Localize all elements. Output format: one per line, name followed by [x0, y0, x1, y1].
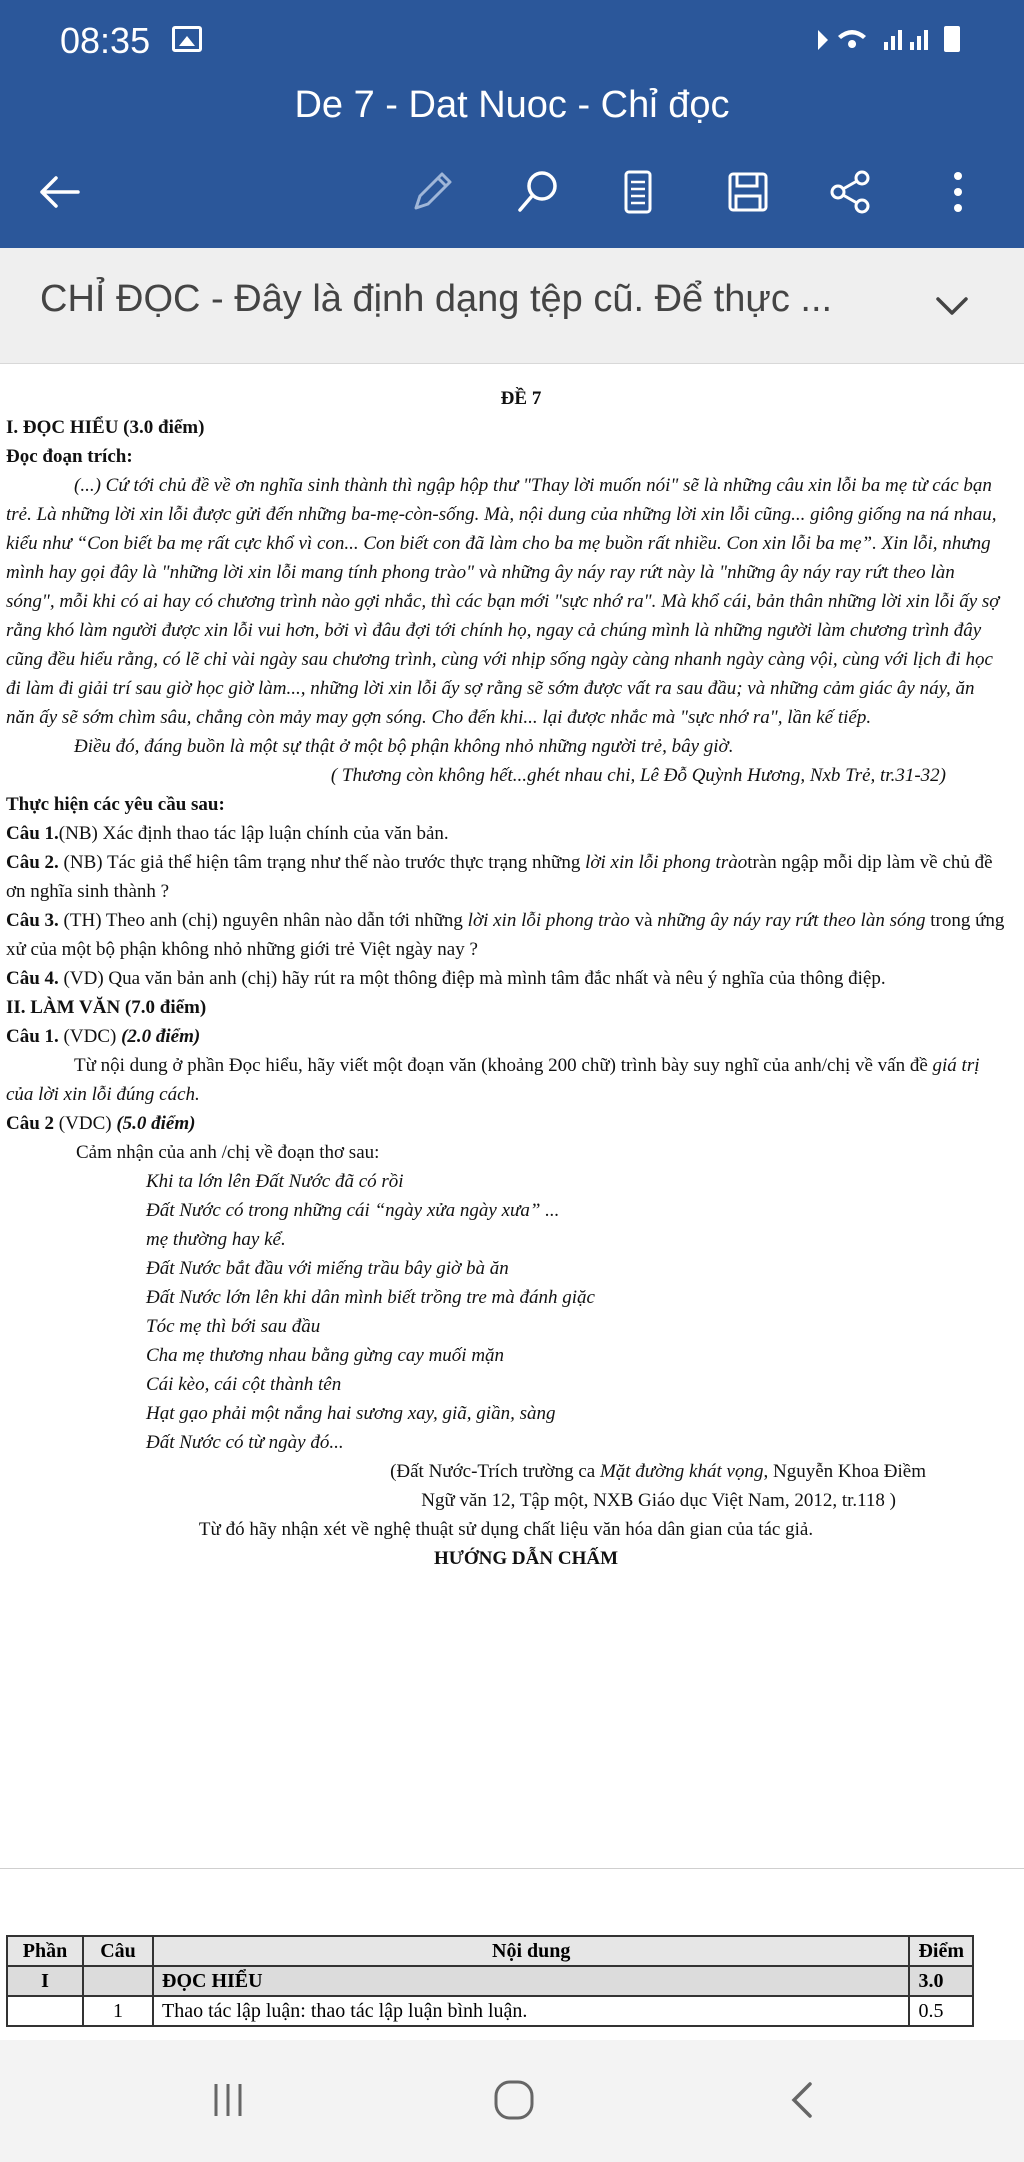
recent-apps-button[interactable]	[198, 2070, 258, 2130]
status-icons	[814, 20, 974, 63]
poem-line: Đất Nước lớn lên khi dân mình biết trồng tre mà đánh giặc	[146, 1287, 595, 1308]
pencil-icon	[406, 166, 458, 218]
system-nav-bar	[0, 2040, 1024, 2162]
save-button[interactable]	[716, 160, 780, 224]
status-time: 08:35	[60, 20, 151, 61]
poem-line: Đất Nước có trong những cái “ngày xửa ngày xưa” ...	[146, 1200, 560, 1221]
citation: ( Thương còn không hết...ghét nhau chi, Lê Đỗ Quỳnh Hương, Nxb Trẻ, tr.31-32)	[330, 765, 946, 786]
poem-line: Đất Nước bắt đầu với miếng trầu bây giờ bà ăn	[146, 1258, 509, 1279]
app-header	[0, 0, 1024, 248]
save-icon	[722, 166, 774, 218]
poem-source-line2: Ngữ văn 12, Tập một, NXB Giáo dục Việt Nam, 2012, tr.118 )	[421, 1490, 896, 1511]
table-cell: 0.5	[909, 1996, 973, 2026]
read-only-banner[interactable]	[0, 248, 1024, 364]
more-options-button[interactable]	[926, 160, 990, 224]
search-icon	[512, 166, 564, 218]
reading-view-button[interactable]	[606, 160, 670, 224]
arrow-left-icon	[32, 166, 84, 218]
section-reading-title: I. ĐỌC HIỂU (3.0 điểm)	[6, 417, 205, 438]
guide-title: HƯỚNG DẪN CHẤM	[434, 1548, 618, 1569]
passage: (...) Cứ tới chủ đề về ơn nghĩa sinh thành thì ngập hộp thư "Thay lời muốn nói" sẽ là những câu xin lỗi ba mẹ từ các bạn trẻ. Là những lời xin lỗi được gửi đến những ba-mẹ-còn-sống. Mà, nội dung của những lời xin lỗi cũng... giông giống na ná nhau, kiểu như “Con biết ba mẹ rất cực khổ vì con... Con biết con đã làm cho ba mẹ buồn rất nhiều. Con xin lỗi ba mẹ”. Xin lỗi, nhưng mình hay gọi đây là "những lời xin lỗi mang tính phong trào" và những ây náy ray rứt này là "những ây náy ray rứt theo làn sóng", mỗi khi có ai hay có chương trình nào gợi nhắc, thì các bạn mới "sực nhớ ra". Mà khổ cái, bản thân những lời xin lỗi ấy sợ rằng khó làm người được xin lỗi vui hơn, bởi vì đâu đợi tới chính họ, ngay cả chúng mình là những người làm chương trình đây cũng đều hiểu rằng, có lẽ chỉ vài ngày sau chương trình, cùng với nhịp sống ngày càng nhanh ngày càng vội, cùng với lịch đi học đi làm đi giải trí sau giờ học giờ làm..., những lời xin lỗi ấy sợ rằng sẽ sớm được vất ra sau đầu; và những cảm giác ây náy, ăn năn ấy sẽ sớm chìm sâu, chẳng còn mảy may gợn sóng. Cho đến khi... lại được nhắc mà "sực nhớ ra", lần kế tiếp.	[6, 475, 1000, 728]
poem-line: Tóc mẹ thì bới sau đầu	[146, 1316, 321, 1337]
writing-question-2: Câu 2 (VDC) (5.0 điểm)	[6, 1113, 196, 1134]
question-3: Câu 3. (TH) Theo anh (chị) nguyên nhân nào dẫn tới những lời xin lỗi phong trào và những ây náy ray rứt theo làn sóng trong ứng xử của một bộ phận không nhỏ những giới trẻ Việt ngày nay ?	[6, 910, 1005, 960]
share-icon	[824, 166, 876, 218]
chevron-down-icon[interactable]	[930, 284, 974, 328]
writing-question-2-prompt: Cảm nhận của anh /chị về đoạn thơ sau:	[76, 1142, 380, 1163]
poem-line: Cha mẹ thương nhau bằng gừng cay muối mặn	[146, 1345, 505, 1366]
col-header: Nội dung	[153, 1936, 909, 1966]
edit-button[interactable]	[400, 160, 464, 224]
final-task: Từ đó hãy nhận xét về nghệ thuật sử dụng chất liệu văn hóa dân gian của tác giả.	[198, 1519, 814, 1540]
table-header-row	[7, 1936, 973, 1966]
col-header: Câu	[83, 1936, 153, 1966]
col-header: Điểm	[909, 1936, 973, 1966]
writing-question-1-text: Từ nội dung ở phần Đọc hiểu, hãy viết một đoạn văn (khoảng 200 chữ) trình bày suy nghĩ của anh/chị về vấn đề giá trị của lời xin lỗi đúng cách.	[6, 1055, 980, 1105]
banner-message: CHỈ ĐỌC - Đây là định dạng tệp cũ. Để thực ...	[40, 278, 833, 320]
document-page-2[interactable]	[0, 1868, 1024, 2040]
table-cell: ĐỌC HIỂU	[153, 1966, 909, 1996]
question-1: Câu 1.(NB) Xác định thao tác lập luận chính của văn bản.	[6, 823, 449, 844]
table-cell	[7, 1996, 83, 2026]
document-view-icon	[612, 166, 664, 218]
chevron-left-icon	[780, 2078, 824, 2122]
document-title: De 7 - Dat Nuoc - Chỉ đọc	[294, 84, 730, 126]
poem-line: mẹ thường hay kể.	[146, 1229, 286, 1250]
question-4: Câu 4. (VD) Qua văn bản anh (chị) hãy rút ra một thông điệp mà mình tâm đắc nhất và nêu ý nghĩa của thông điệp.	[6, 968, 886, 989]
share-button[interactable]	[818, 160, 882, 224]
col-header: Phần	[7, 1936, 83, 1966]
recents-icon	[206, 2078, 250, 2122]
tasks-label: Thực hiện các yêu cầu sau:	[6, 794, 225, 815]
document-page[interactable]	[0, 364, 1024, 1868]
home-button[interactable]	[484, 2070, 544, 2130]
poem	[146, 1167, 1006, 1457]
passage-end: Điều đó, đáng buồn là một sự thật ở một bộ phận không nhỏ những người trẻ, bây giờ.	[74, 736, 734, 757]
back-button[interactable]	[26, 160, 90, 224]
more-vert-icon	[932, 166, 984, 218]
poem-line: Khi ta lớn lên Đất Nước đã có rồi	[146, 1171, 404, 1192]
question-2: Câu 2. (NB) Tác giả thể hiện tâm trạng như thế nào trước thực trạng những lời xin lỗi phong tràotràn ngập mỗi dịp làm về chủ đề ơn nghĩa sinh thành ?	[6, 852, 993, 902]
back-nav-button[interactable]	[772, 2070, 832, 2130]
image-notification-icon	[172, 26, 202, 52]
table-cell: 1	[83, 1996, 153, 2026]
poem-source: (Đất Nước-Trích trường ca Mặt đường khát vọng, Nguyễn Khoa Điềm	[390, 1461, 926, 1482]
exam-heading: ĐỀ 7	[500, 388, 542, 409]
writing-question-1: Câu 1. (VDC) (2.0 điểm)	[6, 1026, 201, 1047]
table-cell: Thao tác lập luận: thao tác lập luận bình luận.	[153, 1996, 909, 2026]
table-cell	[83, 1966, 153, 1996]
table-row	[7, 1996, 973, 2026]
table-cell: I	[7, 1966, 83, 1996]
search-button[interactable]	[506, 160, 570, 224]
poem-line: Đất Nước có từ ngày đó...	[146, 1432, 344, 1453]
section-writing-title: II. LÀM VĂN (7.0 điểm)	[6, 997, 207, 1018]
excerpt-label: Đọc đoạn trích:	[6, 446, 133, 467]
mute-icon	[818, 30, 828, 50]
table-row	[7, 1966, 973, 1996]
grading-table	[6, 1935, 974, 2027]
home-icon	[490, 2076, 538, 2124]
document-body	[6, 384, 1006, 1573]
poem-line: Hạt gạo phải một nắng hai sương xay, giã, giần, sàng	[146, 1403, 556, 1424]
poem-line: Cái kèo, cái cột thành tên	[146, 1374, 342, 1395]
table-cell: 3.0	[909, 1966, 973, 1996]
